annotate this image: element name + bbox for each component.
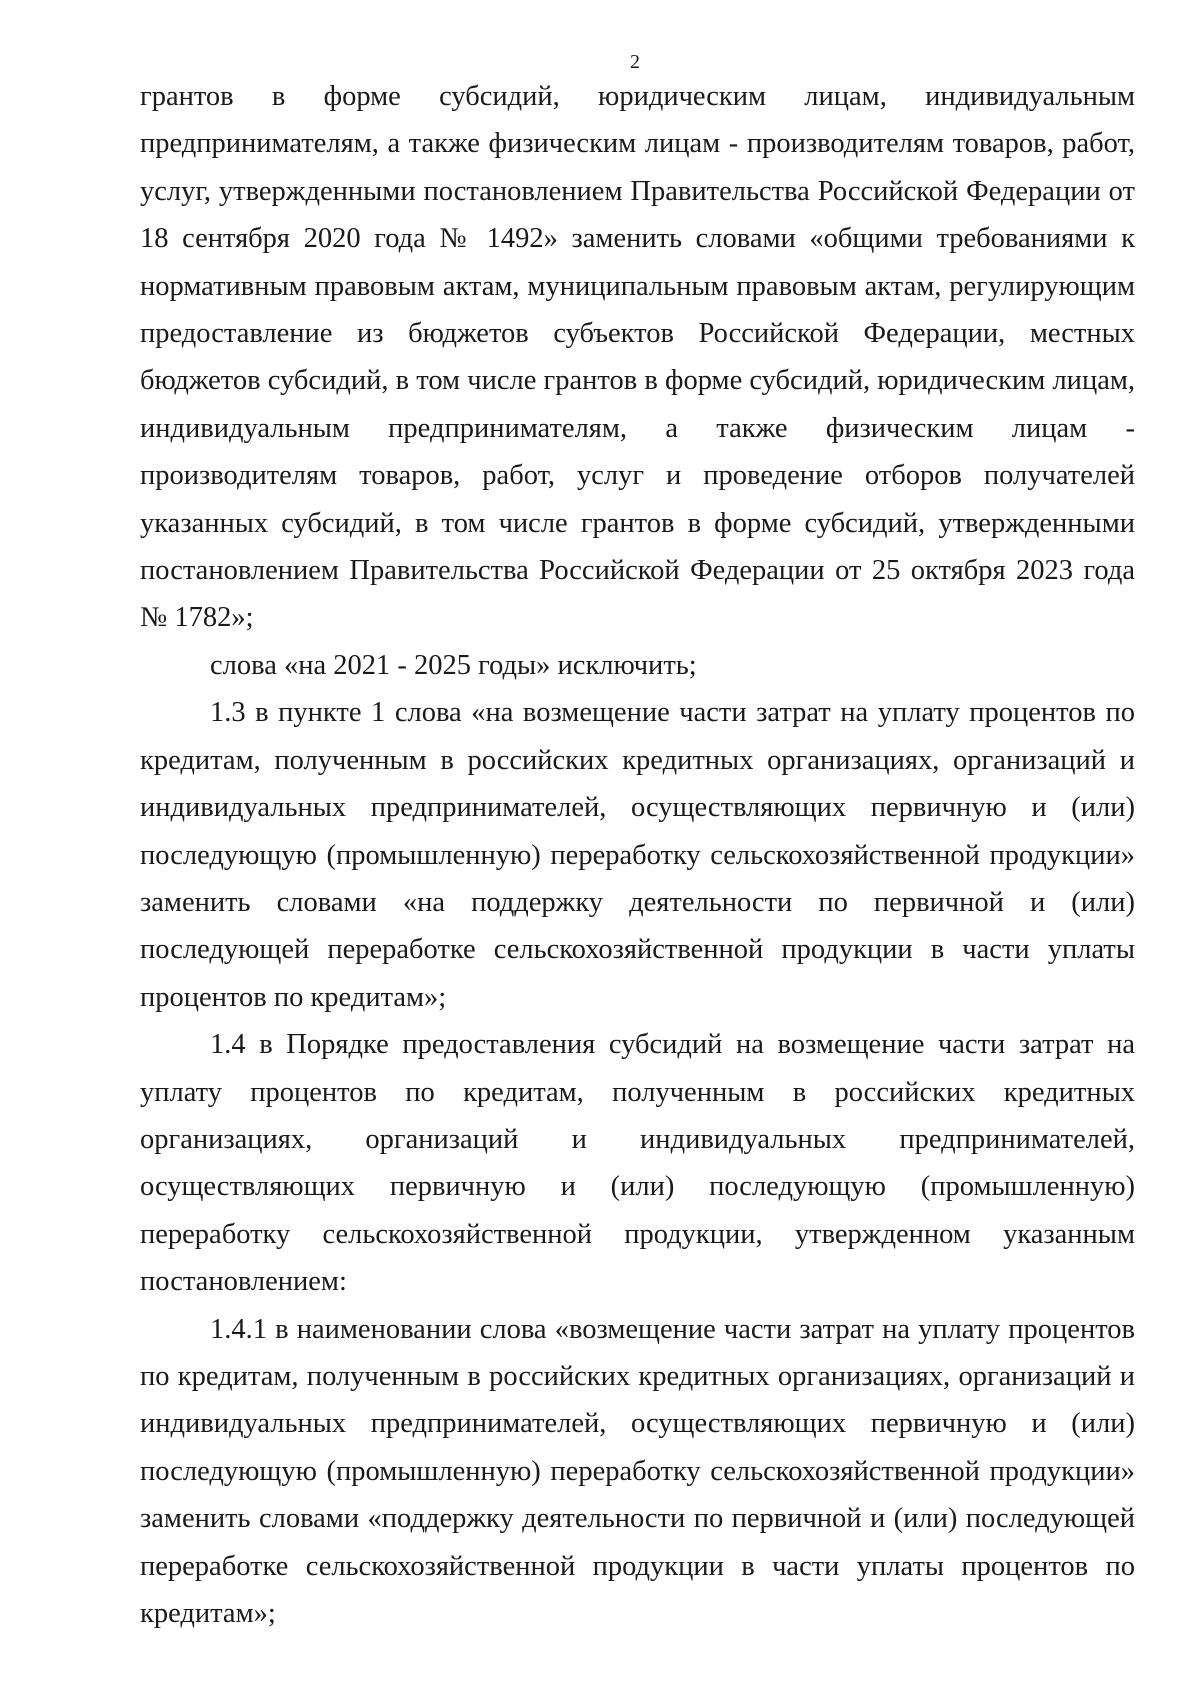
paragraph-1-4: 1.4 в Порядке предоставления субсидий на возмещение части затрат на уплату процентов по кредитам, полученным в российских кредитных организациях, организаций и индивидуальных предпринимателей, осуществляющих первичную и (или) последующую (промышленную) переработку сельскохозяйственной продукции, утвержденном указанным постановлением: bbox=[140, 1029, 1135, 1298]
paragraph-1-4-1: 1.4.1 в наименовании слова «возмещение части затрат на уплату процентов по кредитам, полученным в российских кредитных организациях, организаций и индивидуальных предпринимателей, осуществляющих первичную и (или) последующую (промышленную) переработку сельскохозяйственной продукции» заменить словами «поддержку деятельности по первичной и (или) последующей переработке сельскохозяйственной продукции в части уплаты процентов по кредитам»; bbox=[140, 1313, 1135, 1629]
paragraph-1-3: 1.3 в пункте 1 слова «на возмещение части затрат на уплату процентов по кредитам, полученным в российских кредитных организациях, организаций и индивидуальных предпринимателей, осуществляющих первичную и (или) последующую (промышленную) переработку сельскохозяйственной продукции» заменить словами «на поддержку деятельности по первичной и (или) последующей переработке сельскохозяйственной продукции в части уплаты процентов по кредитам»; bbox=[140, 697, 1135, 1013]
document-body bbox=[140, 73, 1135, 1637]
paragraph-continuation: грантов в форме субсидий, юридическим лицам, индивидуальным предпринимателям, а также физическим лицам - производителям товаров, работ, услуг, утвержденными постановлением Правительства Российской Федерации от 18 сентября 2020 года № 1492» заменить словами «общими требованиями к нормативным правовым актам, муниципальным правовым актам, регулирующим предоставление из бюджетов субъектов Российской Федерации, местных бюджетов субсидий, в том числе грантов в форме субсидий, юридическим лицам, индивидуальным предпринимателям, а также физическим лицам - производителям товаров, работ, услуг и проведение отборов получателей указанных субсидий, в том числе грантов в форме субсидий, утвержденными постановлением Правительства Российской Федерации от 25 октября 2023 года № 1782»; bbox=[140, 81, 1135, 634]
paragraph-exclude-years: слова «на 2021 - 2025 годы» исключить; bbox=[210, 649, 697, 681]
page-number: 2 bbox=[630, 51, 640, 73]
